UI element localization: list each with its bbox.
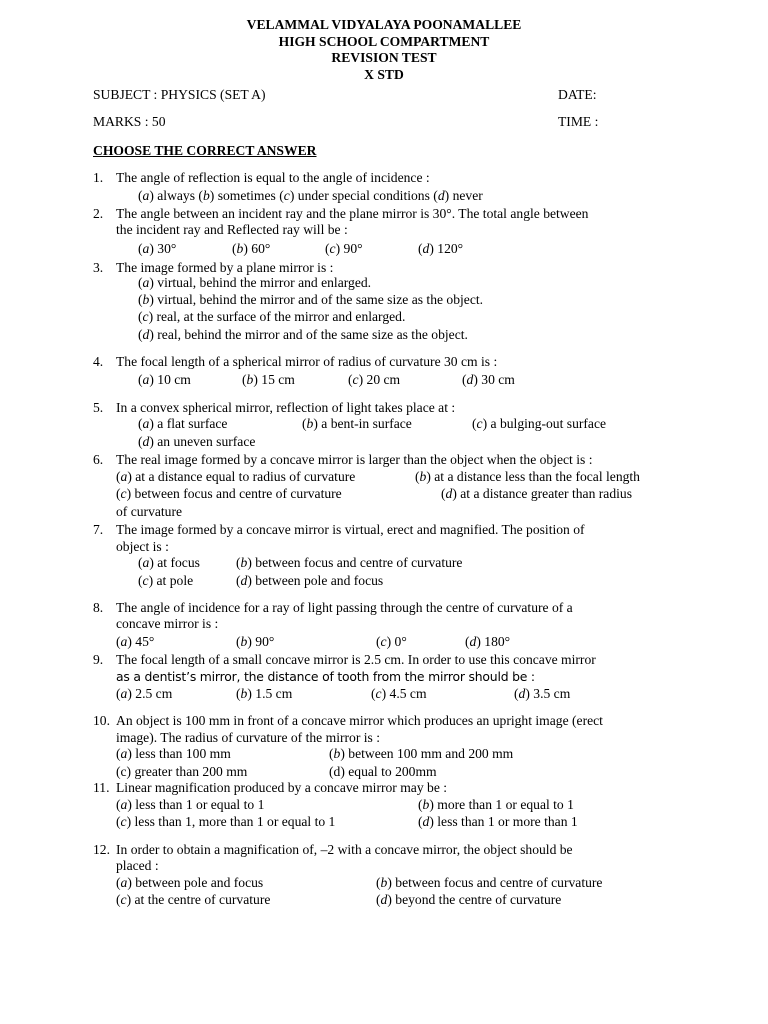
q2-text-line1: The angle between an incident ray and the plane mirror is 30°. The total angle between bbox=[116, 206, 589, 221]
marks-label: MARKS : 50 bbox=[93, 114, 166, 129]
q7-option-d: (d) between pole and focus bbox=[236, 573, 384, 588]
q5-option-c: (c) a bulging-out surface bbox=[472, 416, 607, 431]
q12-number: 12. bbox=[93, 842, 110, 857]
q5-text: In a convex spherical mirror, reflection of light takes place at : bbox=[116, 400, 456, 415]
q12-text-line2: placed : bbox=[116, 858, 159, 873]
q7-option-c: (c) at pole bbox=[138, 573, 194, 588]
q11-option-a: (a) less than 1 or equal to 1 bbox=[116, 797, 265, 812]
q8-text-line2: concave mirror is : bbox=[116, 616, 219, 631]
q5-option-b: (b) a bent-in surface bbox=[302, 416, 412, 431]
q7-number: 7. bbox=[93, 522, 104, 537]
q3-option-c: (c) real, at the surface of the mirror and enlarged. bbox=[138, 309, 406, 324]
subject-label: SUBJECT : PHYSICS (SET A) bbox=[93, 87, 266, 102]
q3-option-a: (a) virtual, behind the mirror and enlarged. bbox=[138, 275, 372, 290]
q2-option-d: (d) 120° bbox=[418, 241, 464, 256]
q8-option-a: (a) 45° bbox=[116, 634, 155, 649]
q10-option-d: (d) equal to 200mm bbox=[329, 764, 437, 779]
q8-number: 8. bbox=[93, 600, 104, 615]
q10-text-line2: image). The radius of curvature of the mirror is : bbox=[116, 730, 380, 745]
q10-number: 10. bbox=[93, 713, 110, 728]
q9-text-line2: as a dentist’s mirror, the distance of tooth from the mirror should be : bbox=[116, 669, 535, 684]
q8-option-d: (d) 180° bbox=[465, 634, 511, 649]
q1-number: 1. bbox=[93, 170, 104, 185]
q5-number: 5. bbox=[93, 400, 104, 415]
q7-text-line1: The image formed by a concave mirror is virtual, erect and magnified. The position of bbox=[116, 522, 585, 537]
q2-option-c: (c) 90° bbox=[325, 241, 363, 256]
exam-header bbox=[0, 17, 768, 83]
q11-text: Linear magnification produced by a concave mirror may be : bbox=[116, 780, 448, 795]
compartment-name: HIGH SCHOOL COMPARTMENT bbox=[278, 33, 490, 49]
q3-option-b: (b) virtual, behind the mirror and of the same size as the object. bbox=[138, 292, 484, 307]
q6-number: 6. bbox=[93, 452, 104, 467]
q3-number: 3. bbox=[93, 260, 104, 275]
q11-number: 11. bbox=[93, 780, 110, 795]
q1-text: The angle of reflection is equal to the angle of incidence : bbox=[116, 170, 430, 185]
q4-option-d: (d) 30 cm bbox=[462, 372, 515, 387]
q10-option-b: (b) between 100 mm and 200 mm bbox=[329, 746, 514, 761]
q2-option-b: (b) 60° bbox=[232, 241, 271, 256]
q8-option-c: (c) 0° bbox=[376, 634, 407, 649]
test-name: REVISION TEST bbox=[331, 50, 437, 65]
q5-option-a: (a) a flat surface bbox=[138, 416, 228, 431]
q7-option-a: (a) at focus bbox=[138, 555, 200, 570]
q8-text-line1: The angle of incidence for a ray of light passing through the centre of curvature of a bbox=[116, 600, 573, 615]
q2-number: 2. bbox=[93, 206, 104, 221]
q12-option-b: (b) between focus and centre of curvature bbox=[376, 875, 603, 890]
standard-name: X STD bbox=[364, 66, 404, 82]
q10-option-c: (c) greater than 200 mm bbox=[116, 764, 248, 779]
section-heading: CHOOSE THE CORRECT ANSWER bbox=[93, 143, 317, 158]
q8-option-b: (b) 90° bbox=[236, 634, 275, 649]
q9-text-line1: The focal length of a small concave mirror is 2.5 cm. In order to use this concave mirror bbox=[116, 652, 596, 667]
q5-option-d: (d) an uneven surface bbox=[138, 434, 256, 449]
q2-option-a: (a) 30° bbox=[138, 241, 177, 256]
q12-option-c: (c) at the centre of curvature bbox=[116, 892, 271, 907]
q10-text-line1: An object is 100 mm in front of a concave mirror which produces an upright image (erect bbox=[116, 713, 603, 728]
q4-option-c: (c) 20 cm bbox=[348, 372, 401, 387]
q12-option-a: (a) between pole and focus bbox=[116, 875, 264, 890]
q9-number: 9. bbox=[93, 652, 104, 667]
q2-text-line2: the incident ray and Reflected ray will be : bbox=[116, 222, 348, 237]
q4-option-b: (b) 15 cm bbox=[242, 372, 295, 387]
q6-option-a: (a) at a distance equal to radius of curvature bbox=[116, 469, 356, 484]
q6-option-c: (c) between focus and centre of curvature bbox=[116, 486, 342, 501]
q1-options: (a) always (b) sometimes (c) under special conditions (d) never bbox=[138, 188, 483, 203]
meta-row-subject bbox=[93, 86, 693, 103]
q10-option-a: (a) less than 100 mm bbox=[116, 746, 231, 761]
q6-option-d: (d) at a distance greater than radius bbox=[441, 486, 632, 501]
q9-option-c: (c) 4.5 cm bbox=[371, 686, 427, 701]
q12-option-d: (d) beyond the centre of curvature bbox=[376, 892, 562, 907]
q4-option-a: (a) 10 cm bbox=[138, 372, 191, 387]
q12-text-line1: In order to obtain a magnification of, –2 with a concave mirror, the object should be bbox=[116, 842, 573, 857]
q9-option-d: (d) 3.5 cm bbox=[514, 686, 571, 701]
q11-option-d: (d) less than 1 or more than 1 bbox=[418, 814, 578, 829]
q7-option-b: (b) between focus and centre of curvature bbox=[236, 555, 463, 570]
q3-text: The image formed by a plane mirror is : bbox=[116, 260, 334, 275]
school-name: VELAMMAL VIDYALAYA POONAMALLEE bbox=[246, 17, 522, 32]
q9-option-a: (a) 2.5 cm bbox=[116, 686, 173, 701]
time-label: TIME : bbox=[558, 114, 599, 129]
q6-option-d-continued: of curvature bbox=[116, 504, 183, 519]
q3-option-d: (d) real, behind the mirror and of the same size as the object. bbox=[138, 327, 468, 342]
q6-option-b: (b) at a distance less than the focal length bbox=[415, 469, 640, 484]
q11-option-c: (c) less than 1, more than 1 or equal to 1 bbox=[116, 814, 336, 829]
q4-text: The focal length of a spherical mirror of radius of curvature 30 cm is : bbox=[116, 354, 498, 369]
q7-text-line2: object is : bbox=[116, 539, 169, 554]
q11-option-b: (b) more than 1 or equal to 1 bbox=[418, 797, 574, 812]
meta-row-marks bbox=[93, 113, 693, 130]
q6-text: The real image formed by a concave mirror is larger than the object when the object is : bbox=[116, 452, 593, 467]
q4-number: 4. bbox=[93, 354, 104, 369]
q9-option-b: (b) 1.5 cm bbox=[236, 686, 293, 701]
date-label: DATE: bbox=[558, 87, 597, 102]
